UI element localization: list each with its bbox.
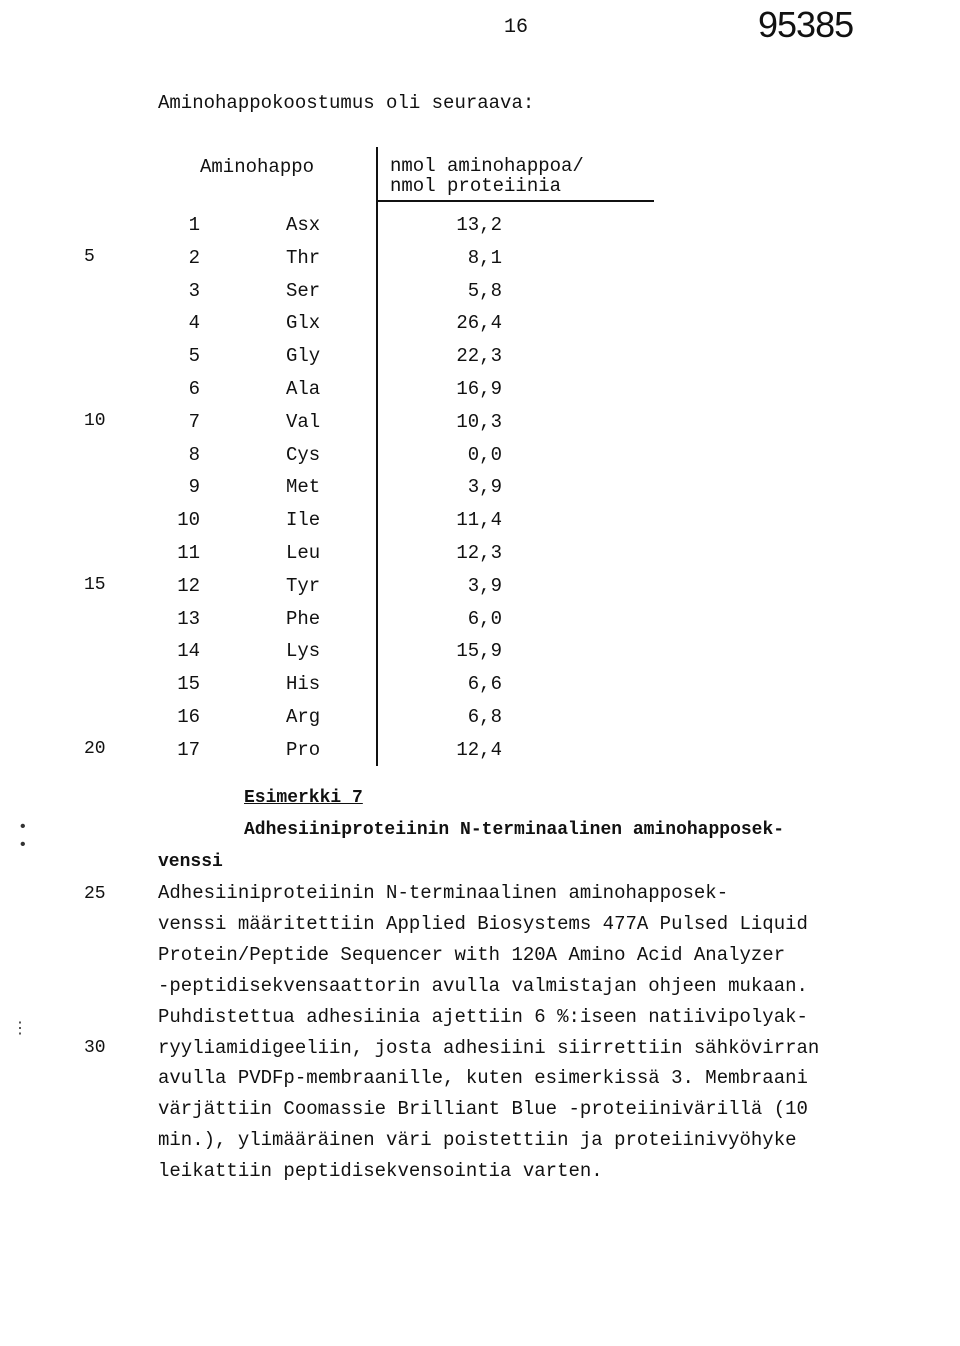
table-row [0,706,960,739]
row-index: 13 [177,607,200,630]
table-row [0,673,960,706]
row-index: 10 [177,509,200,532]
amino-acid-name: Tyr [286,574,321,597]
row-index: 14 [177,640,200,663]
nmol-value: 5,8 [467,279,502,302]
row-index: 6 [188,378,200,400]
table-row [0,247,960,280]
row-index: 12 [177,574,200,597]
scan-speck: • [18,836,28,854]
nmol-value: 16,9 [456,378,502,400]
nmol-value: 12,4 [456,738,502,761]
table-row [0,739,960,772]
example-title: Esimerkki 7 [244,788,363,808]
table-horizontal-rule [376,200,654,202]
document-number: 95385 [758,4,854,45]
row-index: 5 [188,345,200,368]
nmol-value: 10,3 [456,410,502,433]
nmol-value: 8,1 [467,246,502,269]
paragraph-line: venssi määritettiin Applied Biosystems 477A Pulsed Liquid [158,912,808,935]
amino-acid-name: Leu [286,542,321,564]
table-row [0,444,960,477]
row-index: 4 [188,312,200,335]
amino-acid-name: Ala [286,378,321,400]
table-row [0,378,960,411]
table-row [0,345,960,378]
amino-acid-name: Pro [286,738,321,761]
table-row [0,280,960,313]
scan-speck: ⋮ [12,1020,28,1038]
table-row [0,575,960,608]
margin-line-number-30: 30 [84,1038,106,1058]
nmol-value: 11,4 [456,509,502,532]
amino-acid-name: Met [286,476,321,499]
margin-line-number: 20 [84,738,106,759]
amino-acid-name: Asx [286,214,321,236]
table-row [0,411,960,444]
paragraph-line: Puhdistettua adhesiinia ajettiin 6 %:iseen natiivipolyak- [158,1005,808,1028]
amino-acid-name: Phe [286,607,321,630]
margin-line-number-25: 25 [84,884,106,904]
paragraph-line: Adhesiiniproteiinin N-terminaalinen aminohapposek- [158,882,729,904]
row-index: 1 [188,214,200,236]
intro-text: Aminohappokoostumus oli seuraava: [158,92,535,114]
margin-line-number: 15 [84,574,106,595]
row-index: 17 [177,738,200,761]
nmol-value: 26,4 [456,312,502,335]
example-subtitle-line2: venssi [158,852,223,872]
nmol-value: 3,9 [467,476,502,499]
amino-acid-name: Gly [286,345,321,368]
paragraph-line: Protein/Peptide Sequencer with 120A Amino Acid Analyzer [158,943,786,966]
paragraph-line: avulla PVDFp-membraanille, kuten esimerkissä 3. Membraani [158,1067,808,1090]
paragraph-line: min.), ylimääräinen väri poistettiin ja proteiinivyöhyke [158,1129,797,1152]
paragraph-line: leikattiin peptidisekvensointia varten. [158,1160,603,1183]
nmol-value: 6,0 [467,607,502,630]
row-index: 9 [188,476,200,499]
scan-speck: • [18,818,28,836]
amino-acid-name: Cys [286,443,321,466]
table-row [0,214,960,247]
nmol-value: 6,6 [467,673,502,696]
table-row [0,476,960,509]
paragraph-line: värjättiin Coomassie Brilliant Blue -proteiinivärillä (10 [158,1098,808,1121]
table-row [0,509,960,542]
nmol-value: 13,2 [456,214,502,236]
example-subtitle-line1: Adhesiiniproteiinin N-terminaalinen aminohapposek- [244,820,785,840]
margin-line-number: 5 [84,246,95,267]
amino-acid-name: His [286,673,321,696]
table-header-amino-acid: Aminohappo [200,156,315,178]
table-row [0,312,960,345]
nmol-value: 0,0 [467,443,502,466]
amino-acid-name: Ile [286,509,321,532]
table-header-nmol-line1: nmol aminohappoa/ [390,155,584,177]
amino-acid-name: Lys [286,640,321,663]
row-index: 3 [188,279,200,302]
page-number: 16 [504,16,529,39]
row-index: 15 [177,673,200,696]
amino-acid-name: Glx [286,312,321,335]
table-row [0,640,960,673]
row-index: 11 [177,542,200,564]
row-index: 7 [188,410,200,433]
table-row [0,608,960,641]
nmol-value: 6,8 [467,706,502,728]
amino-acid-name: Arg [286,706,321,728]
row-index: 8 [188,443,200,466]
row-index: 2 [188,246,200,269]
paragraph-line: ryyliamidigeeliin, josta adhesiini siirrettiin sähkövirran [158,1036,820,1059]
table-row [0,542,960,575]
row-index: 16 [177,706,200,728]
amino-acid-name: Val [286,410,321,433]
nmol-value: 12,3 [456,542,502,564]
nmol-value: 15,9 [456,640,502,663]
margin-line-number: 10 [84,410,106,431]
amino-acid-name: Ser [286,279,321,302]
table-header-nmol-line2: nmol proteiinia [390,175,562,197]
amino-acid-name: Thr [286,246,321,269]
paragraph-line: -peptidisekvensaattorin avulla valmistajan ohjeen mukaan. [158,974,808,997]
nmol-value: 3,9 [467,574,502,597]
nmol-value: 22,3 [456,345,502,368]
table-header-nmol [390,156,584,196]
